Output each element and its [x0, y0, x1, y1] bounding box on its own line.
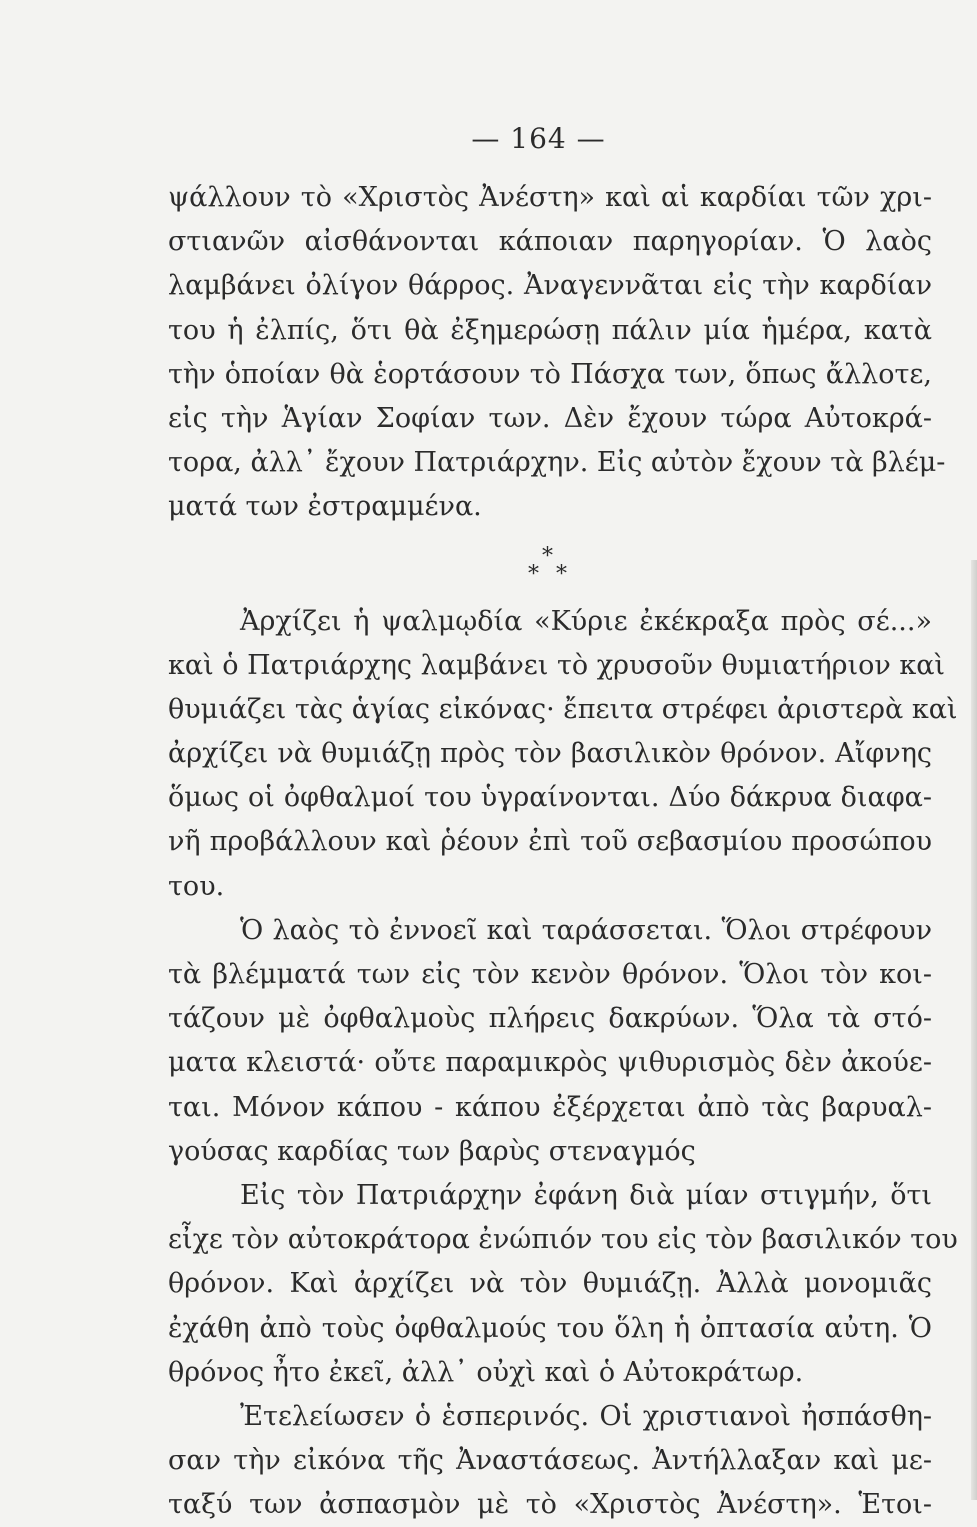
- asterisk: *: [528, 561, 539, 587]
- text-line: Ὁ λαὸς τὸ ἐννοεῖ καὶ ταράσσεται. Ὅλοι στρέφουν: [240, 914, 932, 946]
- text-line: Ἐτελείωσεν ὁ ἑσπερινός. Οἱ χριστιανοὶ ἠσπάσθη-: [240, 1400, 932, 1432]
- text-line: Εἰς τὸν Πατριάρχην ἐφάνη διὰ μίαν στιγμήν, ὅτι: [240, 1179, 932, 1211]
- text-line: σαν τὴν εἰκόνα τῆς Ἀναστάσεως. Ἀντήλλαξαν καὶ με-: [168, 1445, 932, 1477]
- paragraph-3: [168, 909, 932, 1174]
- text-line: ὅμως οἱ ὀφθαλμοί του ὑγραίνονται. Δύο δάκρυα διαφα-: [168, 782, 932, 814]
- body-text: [168, 176, 958, 1527]
- text-line: ται. Μόνον κάπου - κάπου ἐξέρχεται ἀπὸ τὰς βαρυαλ-: [168, 1091, 932, 1123]
- asterism-separator: [168, 530, 932, 600]
- text-line: καὶ ὁ Πατριάρχης λαμβάνει τὸ χρυσοῦν θυμιατήριον καὶ: [168, 649, 946, 681]
- text-line: θυμιάζει τὰς ἁγίας εἰκόνας· ἔπειτα στρέφει ἀριστερὰ καὶ: [168, 693, 958, 725]
- text-line: του ἡ ἐλπίς, ὅτι θὰ ἐξημερώσῃ πάλιν μία ἡμέρα, κατὰ: [168, 314, 932, 346]
- paragraph-4: [168, 1174, 958, 1395]
- text-line: στιανῶν αἰσθάνονται κάποιαν παρηγορίαν. Ὁ λαὸς: [168, 226, 932, 258]
- text-line: ματα κλειστά· οὔτε παραμικρὸς ψιθυρισμὸς δὲν ἀκούε-: [168, 1047, 932, 1079]
- text-line: εἰς τὴν Ἁγίαν Σοφίαν των. Δὲν ἔχουν τώρα Αὐτοκρά-: [168, 402, 932, 434]
- text-line: θρόνον. Καὶ ἀρχίζει νὰ τὸν θυμιάζῃ. Ἀλλὰ μονομιᾶς: [168, 1268, 932, 1300]
- text-line: τὰ βλέμματά των εἰς τὸν κενὸν θρόνον. Ὅλοι τὸν κοι-: [168, 959, 932, 990]
- paragraph-2: [168, 600, 958, 909]
- text-line: νῆ προβάλλουν καὶ ῥέουν ἐπὶ τοῦ σεβασμίου προσώπου: [168, 826, 932, 858]
- text-line: ἀρχίζει νὰ θυμιάζῃ πρὸς τὸν βασιλικὸν θρόνον. Αἴφνης: [168, 738, 932, 770]
- text-line: ματά των ἐστραμμένα.: [168, 491, 482, 523]
- paragraph-1: [168, 176, 946, 530]
- text-line: εἶχε τὸν αὐτοκράτορα ἐνώπιόν του εἰς τὸν βασιλικόν του: [168, 1224, 958, 1256]
- text-line: τάζουν μὲ ὀφθαλμοὺς πλήρεις δακρύων. Ὅλα τὰ στό-: [168, 1003, 932, 1035]
- page-number: — 164 —: [471, 122, 606, 155]
- text-line: ἐχάθη ἀπὸ τοὺς ὀφθαλμούς του ὅλη ἡ ὀπτασία αὐτη. Ὁ: [168, 1312, 932, 1344]
- text-line: θρόνος ἦτο ἐκεῖ, ἀλλ᾽ οὐχὶ καὶ ὁ Αὐτοκράτωρ.: [168, 1356, 804, 1388]
- text-line: τὴν ὁποίαν θὰ ἑορτάσουν τὸ Πάσχα των, ὅπως ἄλλοτε,: [168, 358, 932, 390]
- text-line: λαμβάνει ὀλίγον θάρρος. Ἀναγεννᾶται εἰς τὴν καρδίαν: [168, 270, 932, 302]
- text-line: ταξύ των ἀσπασμὸν μὲ τὸ «Χριστὸς Ἀνέστη». Ἑτοι-: [168, 1489, 932, 1521]
- text-line: ψάλλουν τὸ «Χριστὸς Ἀνέστη» καὶ αἱ καρδίαι τῶν χρι-: [168, 182, 932, 213]
- paragraph-5: [168, 1395, 932, 1527]
- text-line: τορα, ἀλλ᾽ ἔχουν Πατριάρχην. Εἰς αὐτὸν ἔχουν τὰ βλέμ-: [168, 447, 946, 479]
- text-line: γούσας καρδίας των βαρὺς στεναγμός: [168, 1135, 696, 1167]
- text-line: του.: [168, 870, 225, 902]
- page-edge-shadow: [971, 560, 977, 1500]
- asterisk: *: [556, 561, 567, 587]
- asterisk: *: [542, 543, 553, 569]
- text-line: Ἀρχίζει ἡ ψαλμῳδία «Κύριε ἐκέκραξα πρὸς σέ...»: [240, 605, 932, 637]
